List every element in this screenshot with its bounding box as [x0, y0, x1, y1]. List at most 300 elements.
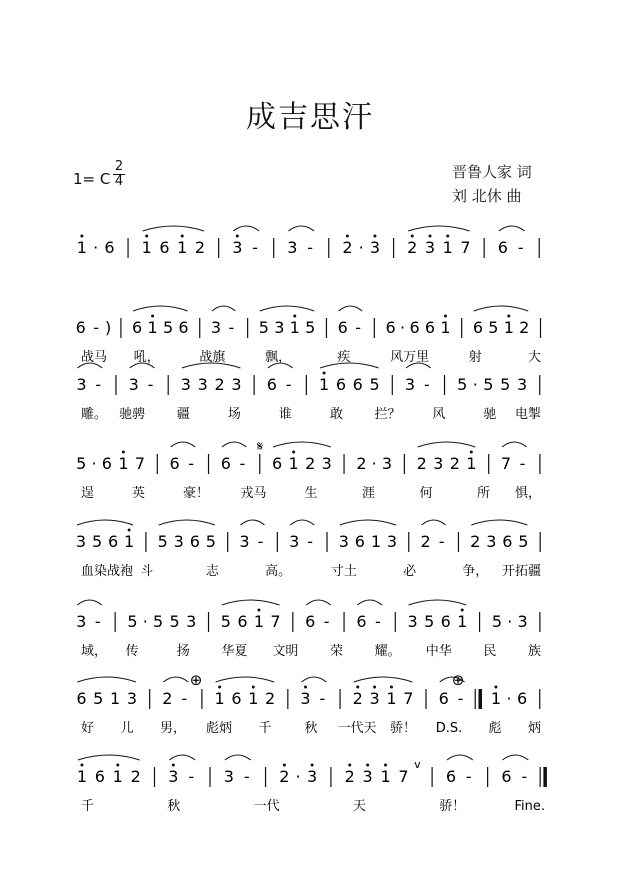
note: 1 [124, 532, 135, 551]
slur [499, 226, 525, 231]
lyric-syllable: 好 [81, 721, 95, 736]
note: 2 [344, 767, 355, 786]
note: 5 [157, 532, 168, 551]
note: 6 [502, 532, 513, 551]
dash-extension: - [521, 767, 528, 786]
note: 3 [307, 767, 318, 786]
slur [273, 442, 331, 447]
lyric-syllable: 戎马 [240, 486, 267, 501]
note: 5 [369, 375, 380, 394]
lyric-syllable: 族 [527, 644, 541, 659]
lyric-syllable: 斗 [140, 564, 154, 579]
note: 5 [93, 689, 104, 708]
note: 6 [445, 767, 457, 786]
lyric-syllable: 秋 [167, 799, 181, 814]
slur [222, 442, 247, 447]
dash-extension: - [355, 318, 362, 337]
high-octave-dot [292, 451, 295, 454]
note: 3 [128, 375, 139, 394]
note: 3 [210, 318, 222, 337]
slur [77, 677, 136, 682]
dash-extension: - [285, 375, 292, 394]
note: 5 [483, 375, 494, 394]
note: 5 [305, 318, 316, 337]
note: 5 [127, 612, 138, 631]
note: 1 [147, 318, 158, 337]
note: 3 [407, 612, 418, 631]
note: 3 [239, 532, 250, 551]
high-octave-dot [283, 764, 286, 767]
note: 1 [318, 375, 330, 394]
lyric-syllable: 飘， [265, 350, 292, 365]
note: 6 [352, 375, 363, 394]
slur [447, 755, 473, 760]
note: 5 [258, 318, 269, 337]
lyric-syllable: 中华 [425, 644, 452, 659]
note: 1 [76, 238, 87, 257]
dash-extension: - [307, 238, 314, 257]
note: 6 [231, 689, 242, 708]
note: 6 [497, 238, 508, 257]
dash-extension: - [181, 689, 188, 708]
note: 2 [407, 238, 418, 257]
note: 2 [279, 767, 290, 786]
lyric-syllable: 射 [468, 350, 482, 365]
high-octave-dot [181, 235, 184, 238]
song-title: 成吉思汗 [246, 100, 374, 135]
note: 3 [197, 375, 208, 394]
note: 6 [409, 318, 420, 337]
note: 3 [381, 454, 393, 473]
note: 6 [438, 689, 449, 708]
lyric-syllable: 战旗 [199, 350, 226, 365]
lyric-syllable: 英 [131, 486, 146, 501]
time-signature-numerator: 2 [114, 159, 124, 174]
note: 1 [112, 767, 123, 786]
note: 2 [305, 454, 316, 473]
breath-mark: v [414, 758, 421, 771]
dot-mark: · [91, 454, 97, 473]
high-octave-dot [80, 235, 83, 238]
lyric-syllable: 秋 [304, 721, 318, 736]
slur [260, 306, 314, 311]
lyric-syllable: 一代天 [337, 721, 377, 736]
note: 1 [76, 767, 88, 786]
slur [408, 226, 469, 231]
note: 1 [110, 689, 121, 708]
lyric-syllable: 千 [258, 721, 272, 736]
lyric-syllable: 所 [476, 486, 491, 501]
slur [418, 442, 476, 447]
lyric-syllable: 敢 [330, 407, 344, 422]
dash-extension: - [257, 532, 264, 551]
dot-mark: · [371, 454, 377, 473]
note: 3 [516, 375, 528, 394]
slur [225, 755, 251, 760]
lyric-syllable: 雕。 [81, 407, 108, 422]
segno-sign: 𝄋 [256, 439, 264, 455]
high-octave-dot [151, 315, 154, 318]
note: 6 [472, 318, 484, 337]
slur [422, 520, 446, 525]
note: 2 [130, 767, 141, 786]
lyric-syllable: 彪 [488, 721, 502, 736]
slur [354, 677, 413, 682]
lyric-syllable: 谁 [278, 407, 292, 422]
note: 3 [424, 238, 436, 257]
high-octave-dot [311, 764, 314, 767]
slur [339, 306, 362, 311]
note: 3 [76, 612, 87, 631]
high-octave-dot [373, 686, 376, 689]
dash-extension: - [243, 767, 250, 786]
note: 3 [168, 767, 179, 786]
note: 1 [490, 689, 502, 708]
note: 2 [519, 318, 530, 337]
note: 1 [386, 689, 397, 708]
lyric-syllable: 寸土 [330, 564, 357, 579]
coda-sign: ⊕ [451, 671, 465, 689]
high-octave-dot [411, 235, 414, 238]
slur [216, 677, 275, 682]
dash-extension: - [323, 612, 330, 631]
lyric-syllable: 疾 [337, 350, 351, 365]
note: 1 [370, 532, 382, 551]
note: 1 [118, 454, 129, 473]
dash-extension: - [375, 612, 381, 631]
note: 3 [287, 238, 298, 257]
composer-credit: 刘 北休 曲 [452, 187, 522, 205]
lyric-syllable: 炳 [527, 721, 541, 736]
note: 2 [162, 689, 173, 708]
note: 6 [337, 318, 348, 337]
note: 6 [189, 532, 200, 551]
slur [212, 306, 235, 311]
note: 6 [220, 454, 231, 473]
slur [471, 520, 527, 525]
lyric-syllable: 血染战袍 [81, 564, 134, 579]
note: 3 [300, 689, 311, 708]
slur [290, 520, 314, 525]
slur [163, 677, 188, 682]
note: 6 [178, 318, 189, 337]
note: 2 [214, 375, 225, 394]
note: 3 [369, 689, 380, 708]
note: 2 [265, 689, 276, 708]
slur [169, 755, 195, 760]
note: 6 [501, 767, 512, 786]
note: 5 [500, 375, 511, 394]
lyric-syllable: 豪！ [182, 486, 210, 501]
note: 1 [289, 318, 300, 337]
note: 1 [442, 238, 453, 257]
lyric-syllable: 骄！ [439, 799, 466, 814]
dot-mark: · [142, 612, 148, 631]
lyric-syllable: 风万里 [390, 350, 430, 365]
note: 2 [356, 454, 367, 473]
note: 3 [386, 532, 398, 551]
note: 1 [248, 689, 259, 708]
dash-extension: - [457, 689, 464, 708]
note: 1 [253, 612, 265, 631]
lyric-syllable: D.S. [435, 721, 463, 736]
note: 6 [94, 767, 105, 786]
slur [78, 755, 140, 760]
slur [302, 677, 327, 682]
note: 6 [107, 532, 119, 551]
high-octave-dot [373, 235, 376, 238]
note: 3 [404, 375, 416, 394]
note: 1 [380, 767, 391, 786]
note: 7 [500, 454, 512, 473]
slur [306, 600, 331, 605]
slur [502, 755, 528, 760]
lyric-syllable: 逞 [81, 486, 95, 501]
note: 6 [385, 318, 396, 337]
note: 2 [416, 454, 427, 473]
note: 5 [205, 532, 216, 551]
lyric-syllable: 争， [462, 564, 489, 579]
high-octave-dot [252, 686, 255, 689]
lyric-syllable: 彪炳 [205, 721, 233, 736]
lyric-syllable: 开拓疆 [501, 564, 541, 579]
note: 6 [101, 454, 112, 473]
slur [77, 520, 133, 525]
lyric-syllable: 电掣 [514, 407, 541, 422]
note: 3 [231, 375, 242, 394]
lyric-syllable: 文明 [272, 644, 299, 659]
dot-mark: · [295, 767, 301, 786]
slur [288, 226, 314, 231]
dash-extension: - [465, 767, 472, 786]
lyric-syllable: 耀。 [374, 644, 401, 659]
high-octave-dot [80, 764, 83, 767]
note: 6 [516, 689, 528, 708]
high-octave-dot [122, 451, 125, 454]
dot-mark: · [93, 238, 99, 257]
note: 3 [362, 767, 373, 786]
lyric-syllable: 驰骋 [119, 407, 146, 422]
closing-paren: ) [105, 318, 112, 337]
note: 1 [177, 238, 188, 257]
note: 5 [169, 612, 180, 631]
high-octave-dot [128, 529, 131, 532]
high-octave-dot [145, 235, 148, 238]
dash-extension: - [95, 375, 102, 394]
lyric-syllable: 拦？ [374, 407, 401, 422]
dot-mark: · [472, 375, 478, 394]
slur [143, 226, 204, 231]
note: 2 [470, 532, 481, 551]
note: 6 [75, 318, 86, 337]
dot-mark: · [506, 689, 512, 708]
high-octave-dot [429, 235, 432, 238]
lyric-syllable: 儿 [120, 721, 134, 736]
lyric-syllable: Fine. [514, 799, 545, 814]
note: 3 [76, 375, 87, 394]
note: 5 [488, 318, 499, 337]
note: 7 [403, 689, 414, 708]
note: 3 [338, 532, 349, 551]
high-octave-dot [384, 764, 387, 767]
lyric-syllable: 传 [125, 644, 139, 659]
note: 3 [517, 612, 528, 631]
note: 6 [76, 689, 87, 708]
lyric-syllable: 何 [419, 486, 433, 501]
lyric-syllable: 一代 [253, 799, 280, 814]
slur [171, 442, 196, 447]
note: 1 [457, 612, 468, 631]
note: 5 [457, 375, 468, 394]
note: 2 [342, 238, 353, 257]
note: 1 [466, 454, 477, 473]
lyric-syllable: 域， [81, 644, 108, 659]
note: 5 [491, 612, 503, 631]
note: 3 [274, 318, 285, 337]
dot-mark: · [400, 318, 406, 337]
note: 1 [440, 318, 451, 337]
note: 3 [289, 532, 300, 551]
note: 2 [352, 689, 363, 708]
high-octave-dot [293, 315, 296, 318]
note: 3 [321, 454, 332, 473]
lyricist-credit: 晋鲁人家 词 [452, 163, 532, 181]
note: 3 [186, 612, 197, 631]
slur [474, 306, 528, 311]
note: 3 [433, 454, 444, 473]
note: 6 [159, 238, 170, 257]
lyric-syllable: 男， [159, 721, 187, 736]
slur [240, 520, 264, 525]
note: 5 [162, 318, 174, 337]
note: 3 [232, 238, 243, 257]
note: 7 [398, 767, 409, 786]
dash-extension: - [519, 454, 526, 473]
lyric-syllable: 驰 [483, 407, 497, 422]
note: 5 [91, 532, 103, 551]
lyric-syllable: 天 [352, 799, 366, 814]
high-octave-dot [390, 686, 393, 689]
note: 2 [194, 238, 206, 257]
lyric-syllable: 大 [527, 350, 541, 365]
lyric-syllable: 千 [81, 799, 95, 814]
note: 1 [503, 318, 514, 337]
lyric-syllable: 疆 [176, 407, 190, 422]
high-octave-dot [470, 451, 473, 454]
high-octave-dot [218, 686, 221, 689]
note: 6 [266, 375, 277, 394]
note: 7 [134, 454, 146, 473]
dash-extension: - [93, 318, 100, 337]
note: 3 [369, 238, 381, 257]
note: 7 [270, 612, 281, 631]
note: 3 [75, 532, 87, 551]
note: 6 [335, 375, 347, 394]
high-octave-dot [323, 372, 326, 375]
dash-extension: - [307, 532, 314, 551]
slur [233, 226, 259, 231]
note: 3 [223, 767, 234, 786]
slur [133, 306, 187, 311]
note: 2 [449, 454, 460, 473]
high-octave-dot [257, 609, 260, 612]
high-octave-dot [446, 235, 449, 238]
high-octave-dot [494, 686, 497, 689]
high-octave-dot [304, 686, 307, 689]
lyric-syllable: 战马 [81, 350, 108, 365]
note: 3 [486, 532, 497, 551]
note: 6 [356, 612, 367, 631]
dash-extension: - [228, 318, 235, 337]
dash-extension: - [147, 375, 154, 394]
lyric-syllable: 民 [483, 644, 497, 659]
note: 1 [214, 689, 225, 708]
dash-extension: - [94, 612, 101, 631]
note: 5 [424, 612, 435, 631]
note: 6 [104, 238, 115, 257]
dash-extension: - [188, 454, 195, 473]
lyric-syllable: 高。 [265, 564, 292, 579]
note: 3 [173, 532, 184, 551]
dot-mark: · [358, 238, 364, 257]
slur [340, 520, 396, 525]
coda-sign: ⊕ [189, 671, 203, 689]
dash-extension: - [252, 238, 258, 257]
note: 5 [76, 454, 87, 473]
high-octave-dot [507, 315, 510, 318]
lyric-syllable: 志 [205, 564, 219, 579]
lyric-syllable: 涯 [361, 486, 376, 501]
note: 1 [141, 238, 152, 257]
dash-extension: - [188, 767, 195, 786]
high-octave-dot [461, 609, 464, 612]
lyric-syllable: 骄！ [389, 721, 417, 736]
lyric-syllable: 吼， [133, 350, 160, 365]
slur [409, 600, 467, 605]
note: 5 [518, 532, 529, 551]
note: 1 [288, 454, 299, 473]
note: 6 [237, 612, 248, 631]
note: 7 [460, 238, 471, 257]
slur [502, 442, 527, 447]
note: 6 [440, 612, 451, 631]
lyric-syllable: 扬 [176, 644, 190, 659]
dash-extension: - [423, 375, 430, 394]
note: 6 [169, 454, 180, 473]
high-octave-dot [444, 315, 447, 318]
note: 6 [132, 318, 143, 337]
high-octave-dot [346, 235, 349, 238]
dot-mark: · [507, 612, 513, 631]
lyric-syllable: 风 [432, 407, 446, 422]
slur [159, 520, 215, 525]
note: 5 [220, 612, 231, 631]
note: 3 [126, 689, 138, 708]
dash-extension: - [517, 238, 524, 257]
high-octave-dot [348, 764, 351, 767]
time-signature-denominator: 4 [114, 174, 124, 189]
key-signature: 1= C [73, 170, 111, 188]
dash-extension: - [239, 454, 246, 473]
slur [222, 600, 280, 605]
slur [357, 600, 382, 605]
lyric-syllable: 惧， [514, 486, 541, 501]
dash-extension: - [319, 689, 326, 708]
note: 6 [305, 612, 316, 631]
high-octave-dot [236, 235, 239, 238]
note: 3 [180, 375, 191, 394]
high-octave-dot [356, 686, 359, 689]
